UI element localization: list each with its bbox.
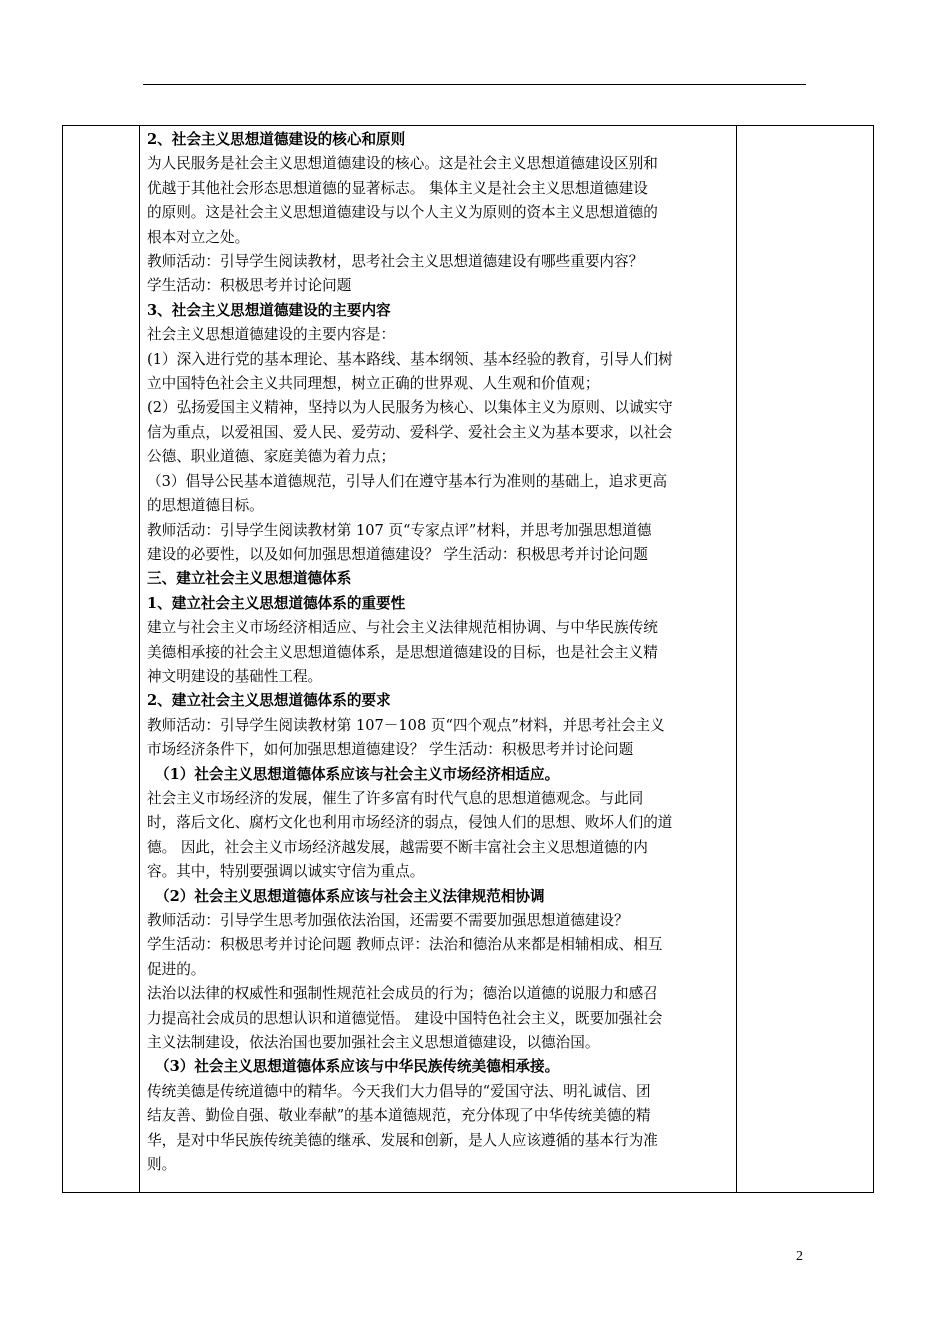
text-line: 教师活动：引导学生阅读教材第 107 页“专家点评”材料，并思考加强思想道德: [147, 521, 652, 539]
text-line: 神文明建设的基础性工程。: [147, 667, 323, 685]
text-line: 公德、职业道德、家庭美德为着力点；: [147, 448, 396, 466]
text-line: 主义法制建设，依法治国也要加强社会主义思想道德建设，以德治国。: [147, 1034, 600, 1052]
section-heading: （3）社会主义思想道德体系应该与中华民族传统美德相承接。: [155, 1058, 560, 1076]
text-line: 德。 因此，社会主义市场经济越发展，越需要不断丰富社会主义思想道德的内: [147, 838, 648, 856]
text-line: 华，是对中华民族传统美德的继承、发展和创新，是人人应该遵循的基本行为准: [147, 1131, 658, 1149]
text-line: 立中国特色社会主义共同理想，树立正确的世界观、人生观和价值观；: [147, 375, 600, 393]
text-line: 传统美德是传统道德中的精华。今天我们大力倡导的“爱国守法、明礼诚信、团: [147, 1082, 651, 1100]
text-line: 信为重点，以爱祖国、爱人民、爱劳动、爱科学、爱社会主义为基本要求，以社会: [147, 423, 673, 441]
text-line: 市场经济条件下，如何加强思想道德建设？ 学生活动：积极思考并讨论问题: [147, 741, 634, 759]
section-heading: 三、建立社会主义思想道德体系: [147, 570, 352, 588]
lesson-table: [62, 125, 874, 1193]
text-line: 社会主义思想道德建设的主要内容是：: [147, 326, 396, 344]
text-line: 根本对立之处。: [147, 228, 250, 246]
text-line: 教师活动：引导学生阅读教材，思考社会主义思想道德建设有哪些重要内容？: [147, 253, 644, 271]
text-line: 美德相承接的社会主义思想道德体系，是思想道德建设的目标，也是社会主义精: [147, 643, 658, 661]
section-heading: （1）社会主义思想道德体系应该与社会主义市场经济相适应。: [155, 765, 560, 783]
text-line: 促进的。: [147, 960, 206, 978]
text-line: 法治以法律的权威性和强制性规范社会成员的行为；德治以道德的说服力和感召: [147, 985, 658, 1003]
text-line: 建设的必要性，以及如何加强思想道德建设？ 学生活动：积极思考并讨论问题: [147, 545, 648, 563]
section-heading: 1、建立社会主义思想道德体系的重要性: [147, 594, 406, 612]
section-heading: 3、社会主义思想道德建设的主要内容: [147, 301, 391, 319]
text-line: 结友善、勤俭自强、敬业奉献”的基本道德规范，充分体现了中华传统美德的精: [147, 1107, 651, 1125]
left-column-divider: [139, 126, 140, 1192]
text-line: 学生活动：积极思考并讨论问题: [147, 277, 352, 295]
page-number: 2: [796, 1249, 803, 1264]
section-heading: 2、建立社会主义思想道德体系的要求: [147, 692, 391, 710]
text-line: 则。: [147, 1156, 177, 1174]
text-line: (1）深入进行党的基本理论、基本路线、基本纲领、基本经验的教育，引导人们树: [147, 350, 673, 368]
text-line: (2）弘扬爱国主义精神，坚持以为人民服务为核心、以集体主义为原则、以诚实守: [147, 399, 673, 417]
lesson-content: [147, 128, 737, 1177]
section-heading: 2、社会主义思想道德建设的核心和原则: [147, 131, 406, 148]
text-line: 教师活动：引导学生思考加强依法治国，还需要不需要加强思想道德建设？: [147, 912, 629, 929]
text-line: 建立与社会主义市场经济相适应、与社会主义法律规范相协调、与中华民族传统: [147, 619, 658, 637]
text-line: 的思想道德目标。: [147, 497, 264, 515]
text-line: 社会主义市场经济的发展，催生了许多富有时代气息的思想道德观念。与此同: [147, 789, 644, 807]
text-line: 的原则。这是社会主义思想道德建设与以个人主义为原则的资本主义思想道德的: [147, 204, 658, 222]
text-line: 时，落后文化、腐朽文化也利用市场经济的弱点，侵蚀人们的思想、败坏人们的道: [147, 814, 673, 832]
header-rule: [143, 84, 806, 85]
section-heading: （2）社会主义思想道德体系应该与社会主义法律规范相协调: [155, 887, 545, 905]
text-line: 教师活动：引导学生阅读教材第 107－108 页“四个观点”材料，并思考社会主义: [147, 716, 665, 734]
text-line: 容。其中，特别要强调以诚实守信为重点。: [147, 863, 425, 881]
text-line: 优越于其他社会形态思想道德的显著标志。 集体主义是社会主义思想道德建设: [147, 179, 648, 197]
text-line: （3）倡导公民基本道德规范，引导人们在遵守基本行为准则的基础上，追求更高: [147, 472, 668, 490]
text-line: 为人民服务是社会主义思想道德建设的核心。这是社会主义思想道德建设区别和: [147, 155, 658, 173]
text-line: 力提高社会成员的思想认识和道德觉悟。 建设中国特色社会主义，既要加强社会: [147, 1009, 663, 1027]
text-line: 学生活动：积极思考并讨论问题 教师点评：法治和德治从来都是相辅相成、相互: [147, 936, 663, 954]
